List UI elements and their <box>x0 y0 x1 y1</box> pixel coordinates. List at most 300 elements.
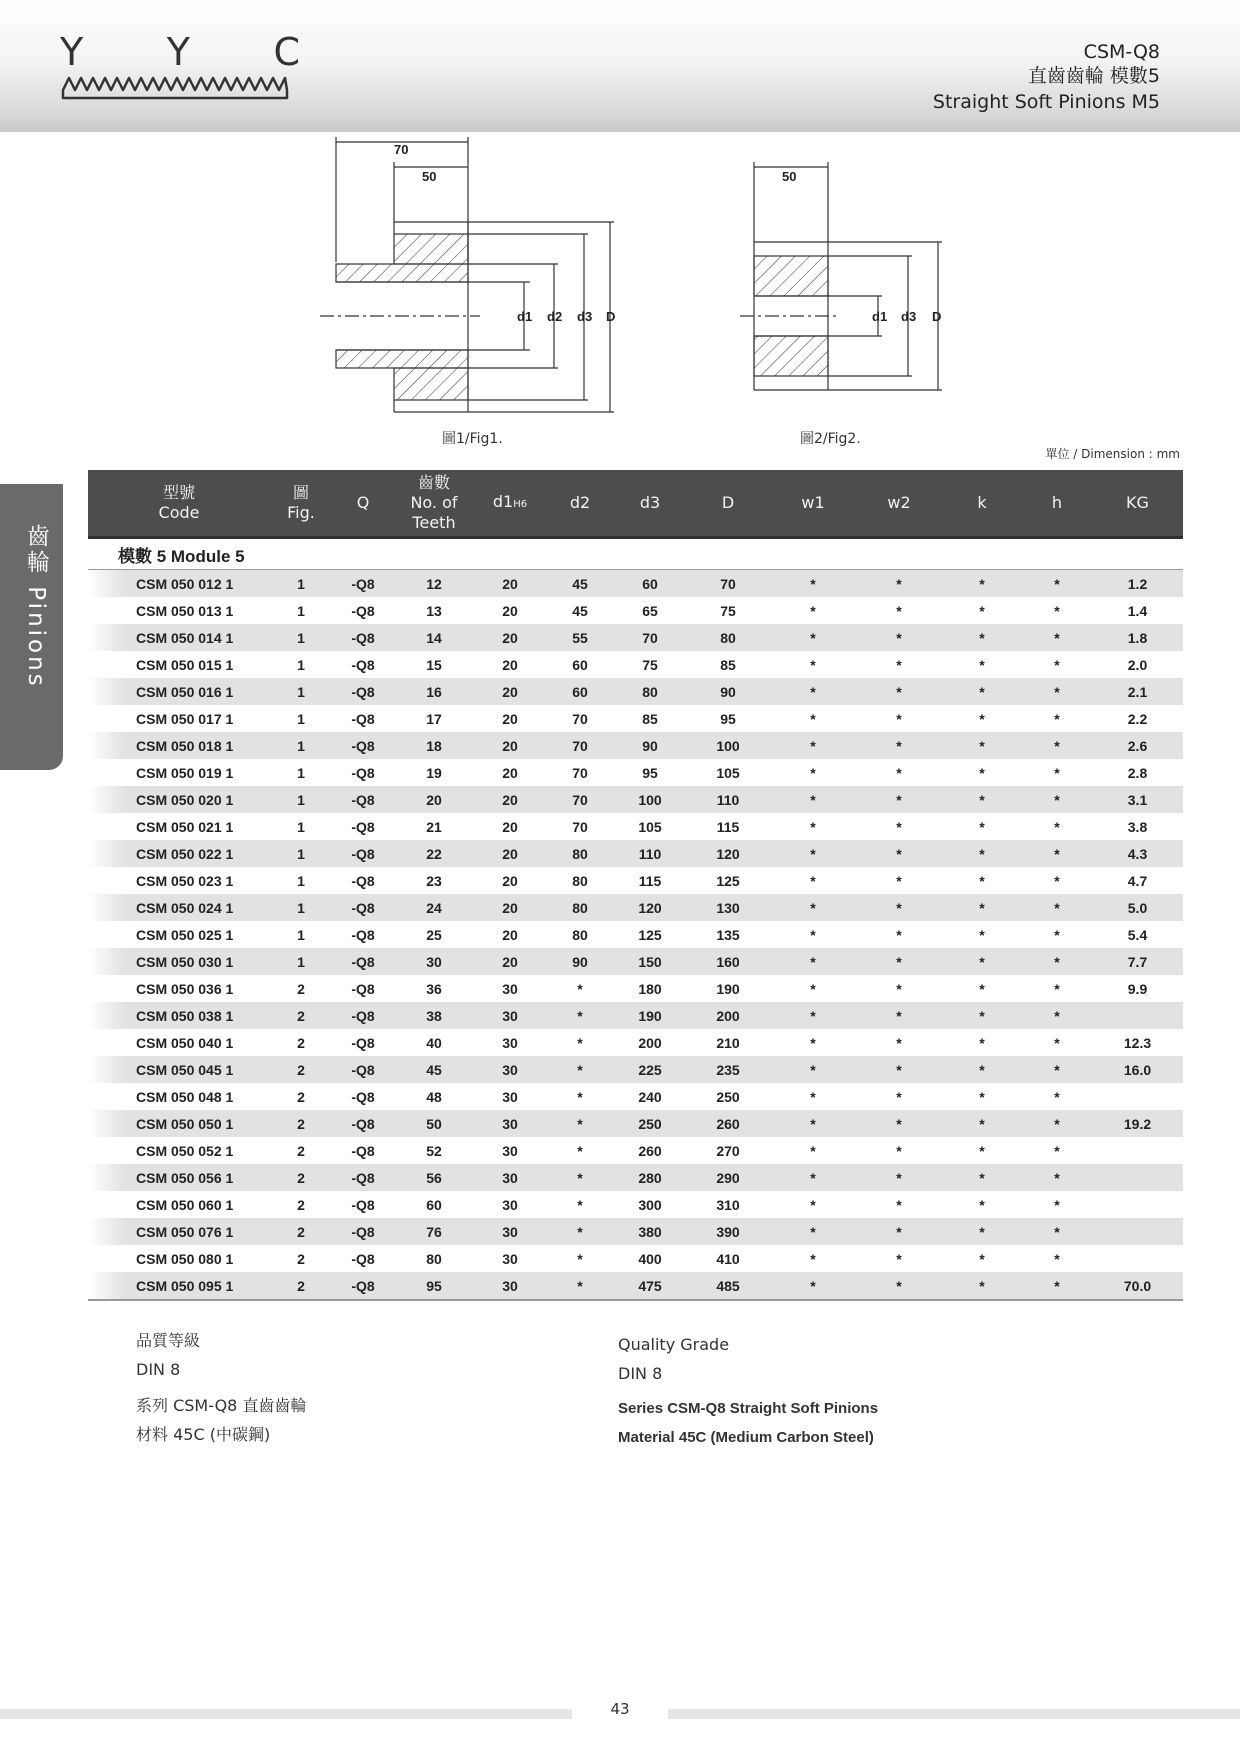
table-cell: 48 <box>394 1083 474 1110</box>
table-cell: -Q8 <box>332 624 394 651</box>
table-cell: 2.2 <box>1092 705 1183 732</box>
table-cell: CSM 050 020 1 <box>88 786 270 813</box>
table-cell: * <box>856 1245 942 1272</box>
table-cell: -Q8 <box>332 1110 394 1137</box>
table-cell: * <box>942 840 1022 867</box>
col-kg: KG <box>1092 470 1183 538</box>
table-cell: 56 <box>394 1164 474 1191</box>
table-cell: * <box>546 1083 614 1110</box>
table-row <box>88 1164 1183 1191</box>
table-cell: * <box>856 759 942 786</box>
table-cell: * <box>770 894 856 921</box>
table-cell: 30 <box>474 1056 546 1083</box>
table-cell: * <box>942 1164 1022 1191</box>
fig2-label-d1: d1 <box>872 309 888 324</box>
table-cell: 7.7 <box>1092 948 1183 975</box>
table-cell: CSM 050 024 1 <box>88 894 270 921</box>
table-cell: 2 <box>270 1164 332 1191</box>
table-cell: CSM 050 052 1 <box>88 1137 270 1164</box>
table-row <box>88 732 1183 759</box>
table-cell: CSM 050 013 1 <box>88 597 270 624</box>
table-cell: 85 <box>614 705 686 732</box>
table-cell: 3.8 <box>1092 813 1183 840</box>
table-cell: 19.2 <box>1092 1110 1183 1137</box>
title-chinese: 直齒齒輪 模數5 <box>1027 65 1160 87</box>
table-cell: 310 <box>686 1191 770 1218</box>
table-cell: * <box>770 1029 856 1056</box>
table-cell: * <box>942 678 1022 705</box>
col-d2: d2 <box>546 470 614 538</box>
table-cell: 95 <box>394 1272 474 1300</box>
table-cell: -Q8 <box>332 705 394 732</box>
table-cell: 30 <box>474 1218 546 1245</box>
table-cell: * <box>1022 624 1092 651</box>
table-cell: * <box>942 732 1022 759</box>
spec-table <box>88 470 1183 1301</box>
table-cell: * <box>942 705 1022 732</box>
table-cell: 55 <box>546 624 614 651</box>
table-cell: 60 <box>614 570 686 598</box>
table-cell: 2.1 <box>1092 678 1183 705</box>
fig1-drawing <box>320 137 614 412</box>
table-cell: 120 <box>686 840 770 867</box>
fig1-label-d1: d1 <box>517 309 533 324</box>
table-cell: * <box>1022 1029 1092 1056</box>
table-cell: -Q8 <box>332 840 394 867</box>
fig1-dim-70: 70 <box>394 142 409 157</box>
table-cell: 1 <box>270 624 332 651</box>
table-cell: -Q8 <box>332 1164 394 1191</box>
footer-en <box>618 1330 729 1388</box>
table-cell: 80 <box>546 840 614 867</box>
table-cell: * <box>770 732 856 759</box>
quality-grade-zh: 品質等級 <box>136 1331 201 1350</box>
col-teeth: 齒數 No. of Teeth <box>394 470 474 538</box>
table-cell: 110 <box>686 786 770 813</box>
table-cell: 14 <box>394 624 474 651</box>
table-cell: * <box>770 1272 856 1300</box>
table-cell: * <box>942 1002 1022 1029</box>
table-cell: 100 <box>614 786 686 813</box>
logo-letter-1: Y <box>60 30 84 74</box>
table-cell: * <box>942 1110 1022 1137</box>
table-row <box>88 624 1183 651</box>
table-cell: CSM 050 038 1 <box>88 1002 270 1029</box>
table-cell: * <box>546 1164 614 1191</box>
table-cell: 290 <box>686 1164 770 1191</box>
table-cell: 20 <box>394 786 474 813</box>
table-row <box>88 921 1183 948</box>
table-cell: * <box>856 1137 942 1164</box>
table-cell: 25 <box>394 921 474 948</box>
table-cell: 30 <box>474 975 546 1002</box>
table-cell: * <box>546 1029 614 1056</box>
table-cell: 400 <box>614 1245 686 1272</box>
table-cell: 2 <box>270 1002 332 1029</box>
table-cell: * <box>1022 867 1092 894</box>
table-cell: * <box>1022 1056 1092 1083</box>
table-cell: 75 <box>686 597 770 624</box>
table-cell: 120 <box>614 894 686 921</box>
table-cell: -Q8 <box>332 1218 394 1245</box>
table-cell: 40 <box>394 1029 474 1056</box>
col-D: D <box>686 470 770 538</box>
table-cell: 30 <box>474 1083 546 1110</box>
table-cell: 5.0 <box>1092 894 1183 921</box>
table-row <box>88 678 1183 705</box>
table-cell: 70 <box>546 759 614 786</box>
table-cell <box>1092 1137 1183 1164</box>
table-cell: * <box>856 867 942 894</box>
table-cell: 13 <box>394 597 474 624</box>
table-cell: * <box>856 1083 942 1110</box>
table-cell: 2 <box>270 975 332 1002</box>
table-cell: CSM 050 012 1 <box>88 570 270 598</box>
table-cell: 1 <box>270 570 332 598</box>
table-cell: -Q8 <box>332 1029 394 1056</box>
logo-letter-3: C <box>273 30 300 74</box>
table-cell: 30 <box>474 1110 546 1137</box>
table-cell: 240 <box>614 1083 686 1110</box>
table-cell: 20 <box>474 678 546 705</box>
table-cell: 2.0 <box>1092 651 1183 678</box>
table-cell: * <box>942 1029 1022 1056</box>
table-cell: * <box>546 1002 614 1029</box>
table-cell: 260 <box>614 1137 686 1164</box>
table-cell: 60 <box>546 678 614 705</box>
table-cell: * <box>856 1110 942 1137</box>
table-cell: 20 <box>474 840 546 867</box>
table-row <box>88 759 1183 786</box>
table-cell: * <box>856 624 942 651</box>
col-k: k <box>942 470 1022 538</box>
table-row <box>88 1029 1183 1056</box>
table-cell: 15 <box>394 651 474 678</box>
table-cell: 260 <box>686 1110 770 1137</box>
fig1-label-d2: d2 <box>547 309 563 324</box>
table-cell: 80 <box>546 867 614 894</box>
table-cell: 20 <box>474 786 546 813</box>
table-cell: -Q8 <box>332 1245 394 1272</box>
col-d1: d1H6 <box>474 470 546 538</box>
table-cell: * <box>856 1029 942 1056</box>
table-row <box>88 705 1183 732</box>
col-code: 型號 Code <box>88 470 270 538</box>
table-cell: 2 <box>270 1137 332 1164</box>
col-d3: d3 <box>614 470 686 538</box>
table-cell: -Q8 <box>332 1002 394 1029</box>
table-cell: 60 <box>546 651 614 678</box>
table-cell: * <box>856 948 942 975</box>
table-cell: 475 <box>614 1272 686 1300</box>
table-cell: 1 <box>270 894 332 921</box>
table-cell: * <box>1022 948 1092 975</box>
table-cell: 20 <box>474 759 546 786</box>
table-row <box>88 948 1183 975</box>
table-cell: 45 <box>546 597 614 624</box>
table-cell: 180 <box>614 975 686 1002</box>
table-cell: * <box>856 1056 942 1083</box>
table-cell: -Q8 <box>332 975 394 1002</box>
table-cell: 1 <box>270 651 332 678</box>
table-cell: 105 <box>686 759 770 786</box>
table-cell: 16 <box>394 678 474 705</box>
table-cell: * <box>770 1083 856 1110</box>
table-cell: * <box>770 1110 856 1137</box>
table-cell: 1 <box>270 867 332 894</box>
table-cell: 76 <box>394 1218 474 1245</box>
table-cell: 1 <box>270 840 332 867</box>
table-cell: 5.4 <box>1092 921 1183 948</box>
table-cell: * <box>942 1272 1022 1300</box>
table-cell: CSM 050 030 1 <box>88 948 270 975</box>
table-cell: CSM 050 050 1 <box>88 1110 270 1137</box>
table-row <box>88 1191 1183 1218</box>
table-cell: * <box>770 570 856 598</box>
table-cell: 1 <box>270 732 332 759</box>
table-cell <box>1092 1164 1183 1191</box>
yyc-logo <box>60 30 300 102</box>
table-cell: * <box>942 1191 1022 1218</box>
table-cell: 2 <box>270 1029 332 1056</box>
table-cell: 3.1 <box>1092 786 1183 813</box>
table-cell: * <box>1022 705 1092 732</box>
table-cell: -Q8 <box>332 1083 394 1110</box>
fig1-label-d3: d3 <box>577 309 593 324</box>
table-cell: 80 <box>686 624 770 651</box>
table-cell: * <box>1022 786 1092 813</box>
table-cell: CSM 050 021 1 <box>88 813 270 840</box>
table-cell: * <box>770 948 856 975</box>
side-tab <box>0 484 63 770</box>
table-cell: * <box>770 597 856 624</box>
table-cell: -Q8 <box>332 570 394 598</box>
table-cell: 135 <box>686 921 770 948</box>
table-cell: CSM 050 018 1 <box>88 732 270 759</box>
fig2-dim-50: 50 <box>782 169 797 184</box>
header-title-block <box>933 40 1160 116</box>
table-cell: * <box>1022 678 1092 705</box>
table-cell: 17 <box>394 705 474 732</box>
table-row <box>88 597 1183 624</box>
fig2-label-D: D <box>932 309 942 324</box>
fig1-dim-50: 50 <box>422 169 437 184</box>
table-cell: 90 <box>686 678 770 705</box>
table-cell: 50 <box>394 1110 474 1137</box>
table-cell: 20 <box>474 813 546 840</box>
table-row <box>88 867 1183 894</box>
table-cell: -Q8 <box>332 948 394 975</box>
table-cell: CSM 050 095 1 <box>88 1272 270 1300</box>
table-cell: 225 <box>614 1056 686 1083</box>
table-cell: * <box>770 1056 856 1083</box>
table-cell: -Q8 <box>332 678 394 705</box>
table-cell: * <box>856 1272 942 1300</box>
table-cell: 20 <box>474 867 546 894</box>
table-cell: 80 <box>614 678 686 705</box>
col-fig: 圖 Fig. <box>270 470 332 538</box>
table-cell: * <box>770 1002 856 1029</box>
table-cell: 125 <box>686 867 770 894</box>
table-row <box>88 894 1183 921</box>
table-cell: 30 <box>474 1164 546 1191</box>
table-cell: 30 <box>394 948 474 975</box>
table-cell: 24 <box>394 894 474 921</box>
table-cell: 70 <box>546 786 614 813</box>
table-cell: * <box>770 1245 856 1272</box>
table-cell: 70 <box>546 705 614 732</box>
table-cell: * <box>770 624 856 651</box>
table-cell: * <box>1022 570 1092 598</box>
table-cell: * <box>770 975 856 1002</box>
table-cell: 45 <box>394 1056 474 1083</box>
table-cell: * <box>546 1272 614 1300</box>
table-cell: 20 <box>474 651 546 678</box>
table-cell: -Q8 <box>332 867 394 894</box>
table-cell: * <box>942 1137 1022 1164</box>
table-cell: CSM 050 060 1 <box>88 1191 270 1218</box>
table-row <box>88 1272 1183 1300</box>
table-cell: 38 <box>394 1002 474 1029</box>
table-cell: 30 <box>474 1137 546 1164</box>
table-cell: * <box>856 597 942 624</box>
table-cell: * <box>770 1137 856 1164</box>
table-cell: 20 <box>474 705 546 732</box>
table-cell: * <box>942 597 1022 624</box>
table-cell: 270 <box>686 1137 770 1164</box>
table-cell: 485 <box>686 1272 770 1300</box>
table-cell: CSM 050 048 1 <box>88 1083 270 1110</box>
table-cell: 2.6 <box>1092 732 1183 759</box>
table-cell: 80 <box>394 1245 474 1272</box>
col-q: Q <box>332 470 394 538</box>
quality-grade-en: Quality Grade <box>618 1335 730 1354</box>
table-cell: * <box>856 651 942 678</box>
table-cell: * <box>856 894 942 921</box>
table-cell: 30 <box>474 1245 546 1272</box>
table-cell: 45 <box>546 570 614 598</box>
table-cell: 200 <box>614 1029 686 1056</box>
table-cell: * <box>1022 894 1092 921</box>
fig2-drawing <box>740 162 942 390</box>
table-cell: CSM 050 025 1 <box>88 921 270 948</box>
table-cell: * <box>770 759 856 786</box>
table-cell: 210 <box>686 1029 770 1056</box>
table-cell: * <box>770 786 856 813</box>
table-cell: * <box>770 651 856 678</box>
table-row <box>88 840 1183 867</box>
table-cell <box>1092 1191 1183 1218</box>
table-row <box>88 975 1183 1002</box>
table-cell: CSM 050 017 1 <box>88 705 270 732</box>
table-cell: 280 <box>614 1164 686 1191</box>
table-cell: 125 <box>614 921 686 948</box>
table-cell: * <box>1022 1245 1092 1272</box>
table-row <box>88 651 1183 678</box>
table-cell: 20 <box>474 894 546 921</box>
page-number: 43 <box>610 1700 630 1718</box>
table-cell: CSM 050 014 1 <box>88 624 270 651</box>
table-row <box>88 1218 1183 1245</box>
table-cell: 2 <box>270 1191 332 1218</box>
table-cell: * <box>1022 732 1092 759</box>
table-cell: 200 <box>686 1002 770 1029</box>
table-cell: 300 <box>614 1191 686 1218</box>
table-cell: * <box>1022 975 1092 1002</box>
table-cell: * <box>1022 1002 1092 1029</box>
table-cell: 12 <box>394 570 474 598</box>
side-tab-label: 齒輪 Pinions <box>23 524 49 689</box>
table-cell: * <box>1022 1137 1092 1164</box>
table-cell: 30 <box>474 1029 546 1056</box>
table-cell: * <box>942 1245 1022 1272</box>
table-cell: -Q8 <box>332 1056 394 1083</box>
table-cell: -Q8 <box>332 1272 394 1300</box>
series-zh: 系列 CSM-Q8 直齒齒輪 <box>136 1396 307 1415</box>
table-cell: * <box>1022 1218 1092 1245</box>
table-cell: * <box>856 1218 942 1245</box>
table-cell: 75 <box>614 651 686 678</box>
footer-zh <box>136 1326 306 1449</box>
table-cell: 410 <box>686 1245 770 1272</box>
table-cell: CSM 050 016 1 <box>88 678 270 705</box>
table-cell: CSM 050 045 1 <box>88 1056 270 1083</box>
table-cell: 22 <box>394 840 474 867</box>
table-cell: 12.3 <box>1092 1029 1183 1056</box>
table-cell <box>1092 1218 1183 1245</box>
table-cell: * <box>942 867 1022 894</box>
table-cell: * <box>770 678 856 705</box>
table-cell: 20 <box>474 597 546 624</box>
product-code: CSM-Q8 <box>1083 41 1160 63</box>
table-cell: CSM 050 076 1 <box>88 1218 270 1245</box>
table-cell: 90 <box>614 732 686 759</box>
table-cell: -Q8 <box>332 813 394 840</box>
table-cell: * <box>770 705 856 732</box>
table-cell: 30 <box>474 1191 546 1218</box>
table-cell: * <box>856 1002 942 1029</box>
table-cell: 70 <box>546 732 614 759</box>
table-cell: 85 <box>686 651 770 678</box>
table-cell: 390 <box>686 1218 770 1245</box>
table-row <box>88 1110 1183 1137</box>
fig2-label-d3: d3 <box>901 309 917 324</box>
table-cell: 80 <box>546 921 614 948</box>
table-cell: 36 <box>394 975 474 1002</box>
table-cell: * <box>942 894 1022 921</box>
table-row <box>88 1245 1183 1272</box>
table-cell: CSM 050 040 1 <box>88 1029 270 1056</box>
table-cell: 100 <box>686 732 770 759</box>
table-cell: * <box>942 1056 1022 1083</box>
table-cell: 190 <box>614 1002 686 1029</box>
table-cell: -Q8 <box>332 921 394 948</box>
table-cell: CSM 050 022 1 <box>88 840 270 867</box>
table-cell: * <box>942 1083 1022 1110</box>
table-cell: * <box>546 1218 614 1245</box>
table-cell: -Q8 <box>332 786 394 813</box>
table-cell: CSM 050 080 1 <box>88 1245 270 1272</box>
table-cell: 95 <box>614 759 686 786</box>
table-cell: * <box>1022 1272 1092 1300</box>
table-cell: 115 <box>614 867 686 894</box>
table-cell: CSM 050 019 1 <box>88 759 270 786</box>
table-cell: * <box>546 1245 614 1272</box>
table-cell: 23 <box>394 867 474 894</box>
table-cell <box>1092 1002 1183 1029</box>
table-cell: 250 <box>686 1083 770 1110</box>
table-cell: * <box>1022 921 1092 948</box>
